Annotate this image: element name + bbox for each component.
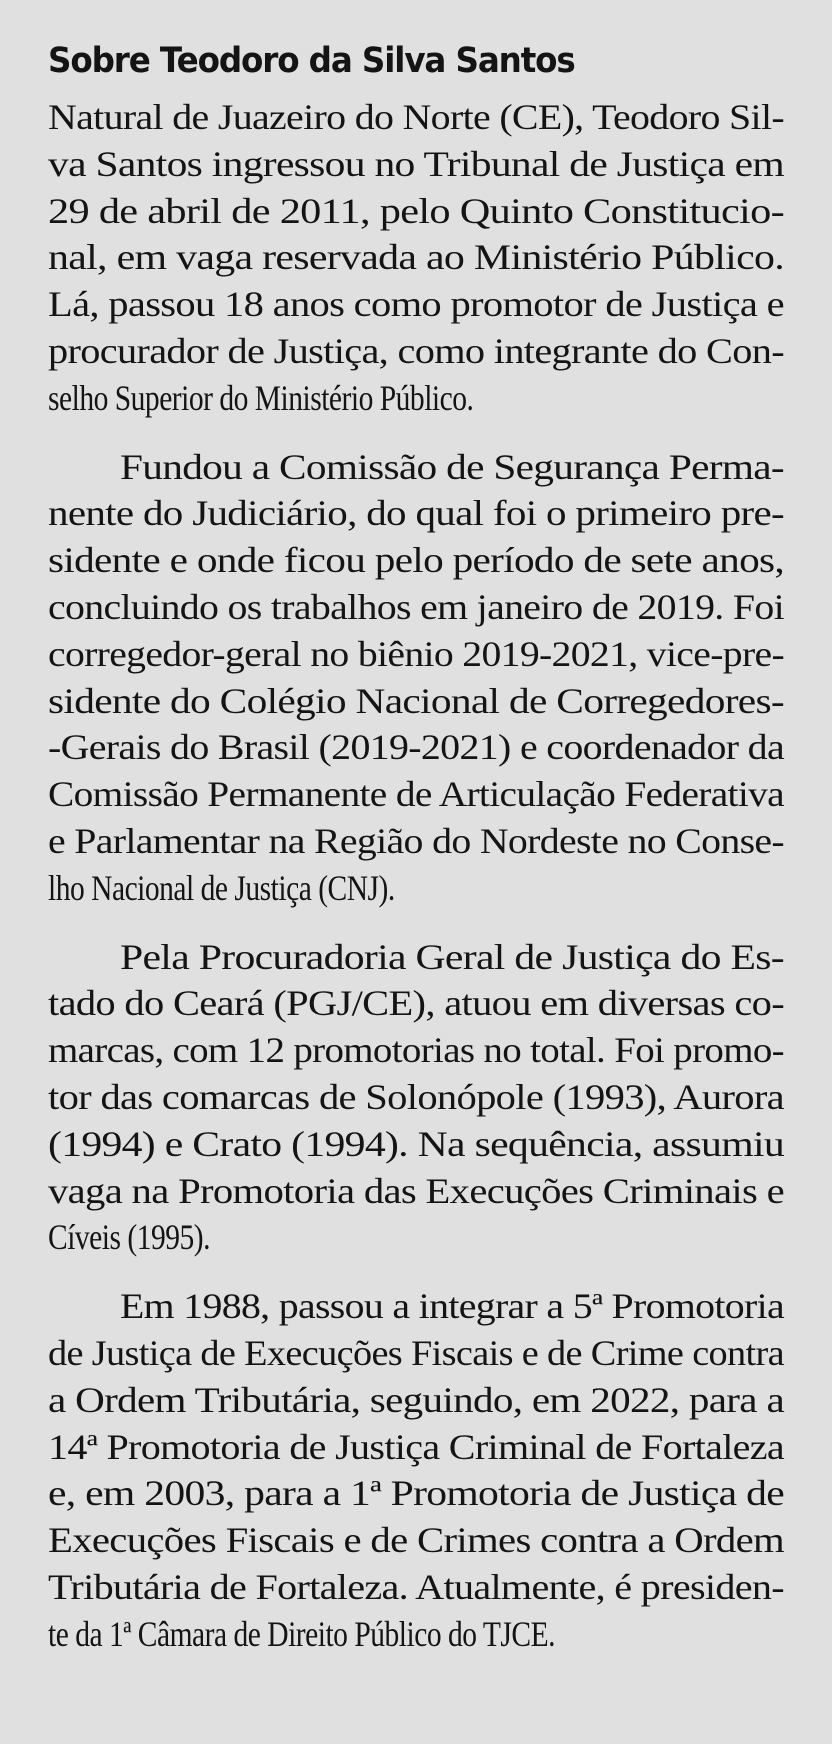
text-line: nente do Judiciário, do qual foi o primeiro pre- [48,493,784,534]
text-line: concluindo os trabalhos em janeiro de 2019. Foi [48,586,784,627]
text-line: 29 de abril de 2011, pelo Quinto Constitucio- [48,190,784,231]
text-line: marcas, com 12 promotorias no total. Foi promo- [48,1030,784,1071]
text-line: e Parlamentar na Região do Nordeste no Conse- [48,820,784,861]
paragraph [48,94,784,422]
text-line: te da 1ª Câmara de Direito Público do TJCE. [48,1613,556,1654]
paragraph [48,934,784,1262]
text-line: a Ordem Tributária, seguindo, em 2022, para a [48,1379,784,1420]
text-line: nal, em vaga reservada ao Ministério Público. [48,237,784,278]
text-line: 14ª Promotoria de Justiça Criminal de Fortaleza [48,1426,785,1467]
article-title: Sobre Teodoro da Silva Santos [48,41,575,81]
text-line: Comissão Permanente de Articulação Federativa [48,774,784,815]
paragraph [48,444,784,912]
text-line: e, em 2003, para a 1ª Promotoria de Justiça de [48,1473,784,1514]
text-line: lho Nacional de Justiça (CNJ). [48,867,395,908]
text-line: Execuções Fiscais e de Crimes contra a Ordem [48,1520,784,1561]
text-line: tado do Ceará (PGJ/CE), atuou em diversas co- [48,983,784,1024]
text-line: selho Superior do Ministério Público. [48,377,474,418]
text-line: Fundou a Comissão de Segurança Perma- [120,446,784,487]
text-line: corregedor-geral no biênio 2019-2021, vice-pre- [48,633,784,674]
text-line: va Santos ingressou no Tribunal de Justiça em [48,143,784,184]
text-line: Lá, passou 18 anos como promotor de Justiça e [48,284,784,325]
text-line: tor das comarcas de Solonópole (1993), Aurora [48,1076,784,1117]
paragraph [48,1283,784,1657]
text-line: -Gerais do Brasil (2019-2021) e coordenador da [48,727,784,768]
text-line: sidente e onde ficou pelo período de sete anos, [48,540,784,581]
text-line: de Justiça de Execuções Fiscais e de Crime contra [48,1332,784,1373]
text-line: procurador de Justiça, como integrante do Con- [48,330,784,371]
text-line: sidente do Colégio Nacional de Corregedores- [48,680,785,721]
text-line: vaga na Promotoria das Execuções Criminais e [48,1170,784,1211]
text-line: Natural de Juazeiro do Norte (CE), Teodoro Sil- [48,97,784,137]
text-line: Pela Procuradoria Geral de Justiça do Es- [120,936,784,977]
text-line: Em 1988, passou a integrar a 5ª Promotoria [120,1286,784,1327]
text-line: Tributária de Fortaleza. Atualmente, é presiden- [48,1566,784,1607]
text-line: (1994) e Crato (1994). Na sequência, assumiu [48,1123,784,1164]
article-body [48,94,784,1658]
text-line: Cíveis (1995). [48,1217,211,1258]
